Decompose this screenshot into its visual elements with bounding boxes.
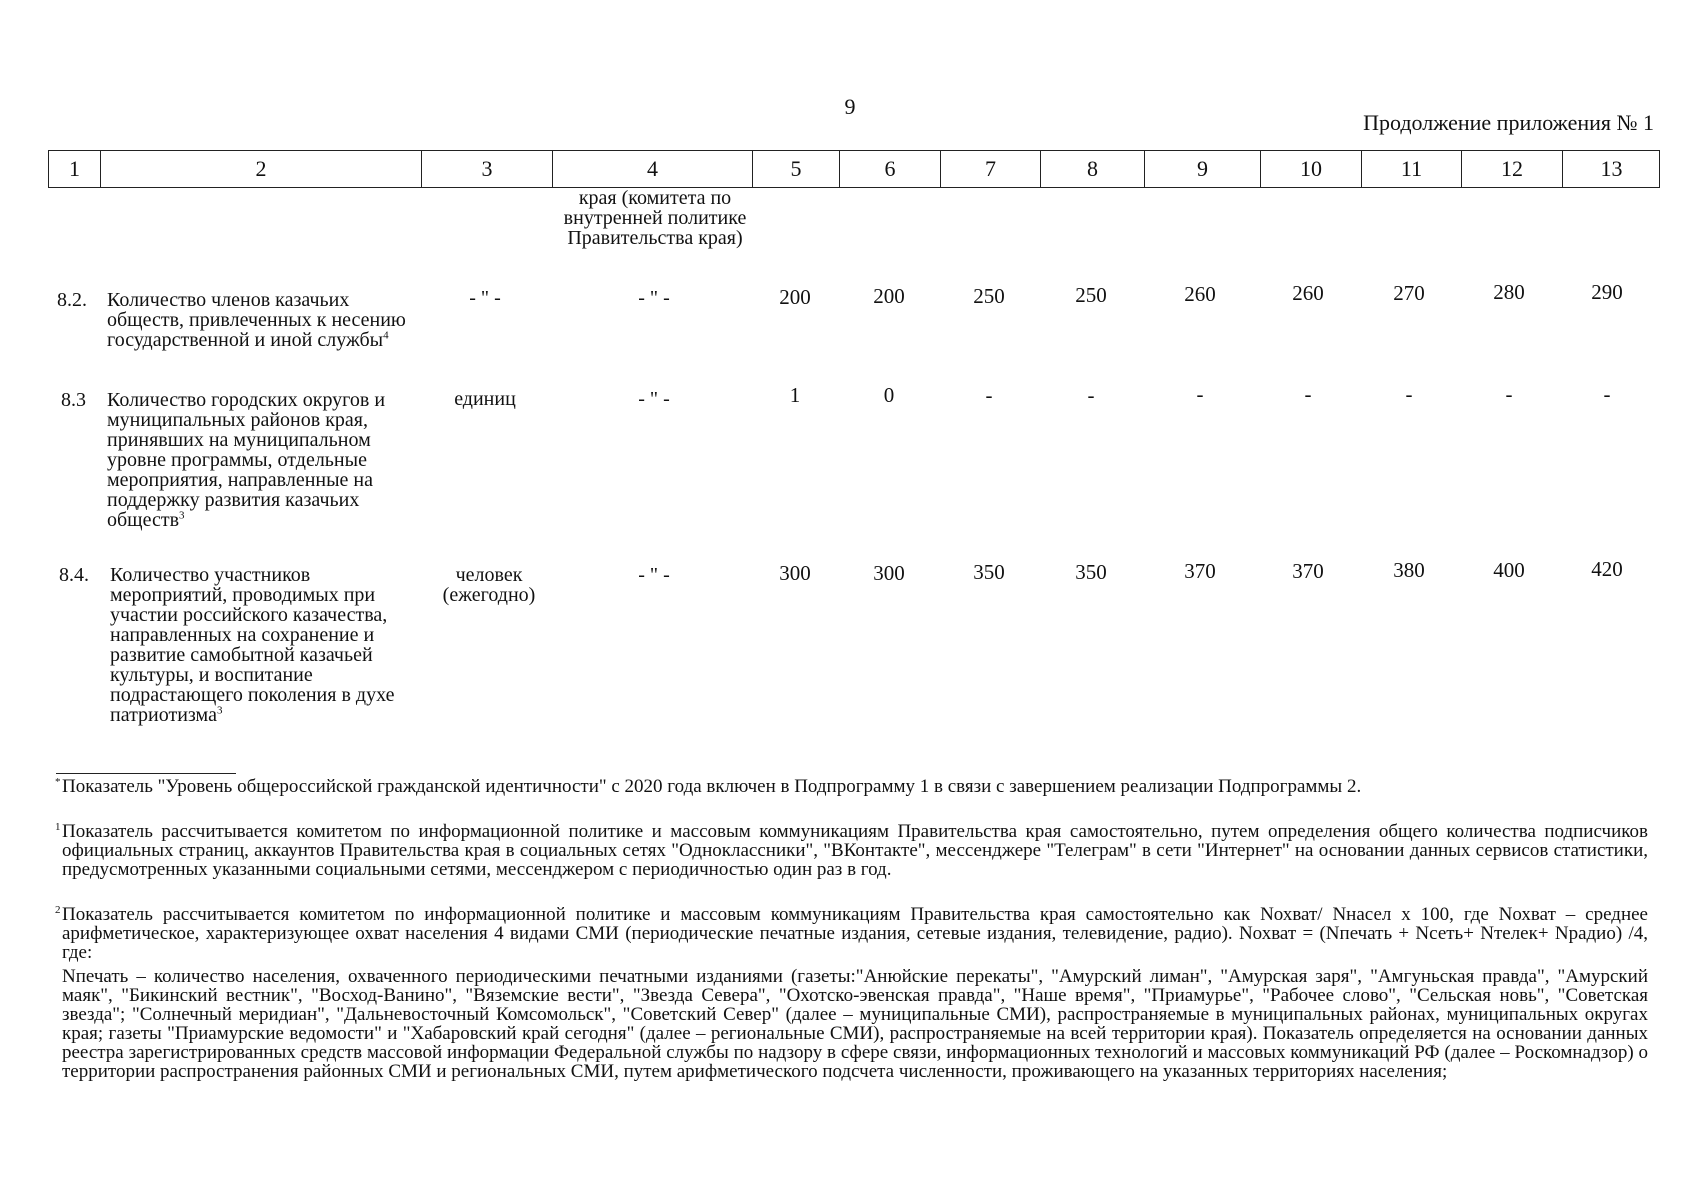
value-cell: 200: [873, 284, 905, 308]
value-cell: 400: [1493, 558, 1525, 582]
value-cell: 350: [1075, 560, 1107, 584]
value-cell: -: [1087, 383, 1095, 407]
unit: - " -: [469, 287, 501, 309]
responsible: - " -: [638, 564, 670, 586]
footnote: [55, 776, 1648, 797]
value-cell: 250: [973, 284, 1005, 308]
footnote: [55, 904, 1648, 963]
value-cell: -: [1196, 382, 1204, 406]
column-number: 4: [553, 151, 753, 187]
unit: человек (ежегодно): [442, 564, 536, 606]
footnote-mark: *: [55, 776, 61, 788]
row-number: 8.4.: [59, 564, 89, 586]
value-cell: 250: [1075, 283, 1107, 307]
value-cell: 200: [779, 285, 811, 309]
indicator-name: Количество городских округов и муниципальных районов края, принявших на муниципальном уровне программы, отдельные мероприятия, направленные на поддержку развития казачьих обществ$^3$: [107, 389, 386, 531]
value-cell: 370: [1184, 559, 1216, 583]
value-cell: -: [1505, 382, 1513, 406]
value-cell: 260: [1184, 282, 1216, 306]
indicator-name: Количество членов казачьих обществ, привлеченных к несению государственной и иной службы$^4$: [107, 289, 406, 351]
footnote-text: Показатель "Уровень общероссийской гражданской идентичности" с 2020 года включен в Подпрограмму 1 в связи с завершением реализации Подпрограммы 2.: [62, 776, 1362, 797]
value-cell: -: [985, 383, 993, 407]
value-cell: 290: [1591, 280, 1623, 304]
column-number: 10: [1261, 151, 1362, 187]
footnote-mark: 1: [55, 821, 61, 833]
footnote: [62, 967, 1648, 1081]
value-cell: 300: [779, 561, 811, 585]
value-cell: 1: [789, 383, 801, 407]
column-number: 1: [49, 151, 101, 187]
value-cell: -: [1304, 382, 1312, 406]
indicator-name: Количество участников мероприятий, проводимых при участии российского казачества, направленных на сохранение и развитие самобытной казачьей культуры, и воспитание подрастающего поколения в духе патриотизма$^3$: [110, 564, 395, 726]
value-cell: 380: [1393, 558, 1425, 582]
column-number: 8: [1041, 151, 1145, 187]
value-cell: 300: [873, 561, 905, 585]
column-header-row: [48, 150, 1660, 188]
row-number: 8.3: [61, 389, 86, 411]
value-cell: 350: [973, 560, 1005, 584]
value-cell: 280: [1493, 280, 1525, 304]
value-cell: 420: [1591, 557, 1623, 581]
column-number: 13: [1600, 156, 1623, 181]
value-cell: 260: [1292, 281, 1324, 305]
carry-over-responsible: края (комитета по внутренней политике Правительства края): [563, 187, 747, 249]
value-cell: 0: [883, 383, 895, 407]
responsible: - " -: [638, 388, 670, 410]
footnote-divider: [56, 773, 236, 774]
value-cell: 370: [1292, 559, 1324, 583]
footnote: [55, 821, 1648, 880]
footnote-mark: 2: [55, 904, 61, 916]
footnote-text: Nпечать – количество населения, охваченного периодическими печатными изданиями (газеты:"Анюйские перекаты", "Амурский лиман", "Амурская заря", "Амгуньская правда", "Амурский маяк", "Бикинский вестник", "Восход-Ванино", "Вяземские вести", "Звезда Севера", "Охотско-эвенская правда", "Наше время", "Приамурье", "Рабочее слово", "Сельская новь", "Советская звезда"; "Солнечный меридиан", "Дальневосточный Комсомольск", "Советский Север" (далее – муниципальные СМИ), распространяемые в муниципальных районах, муниципальных округах края; газеты "Приамурские ведомости" и "Хабаровский край сегодня" (далее – региональные СМИ), распространяемые на всей территории края). Показатель определяется на основании данных реестра зарегистрированных средств массовой информации Федеральной службы по надзору в сфере связи, информационных технологий и массовых коммуникаций РФ (далее – Роскомнадзор) о территории распространения районных СМИ и региональных СМИ, путем арифметического подсчета численности, проживающего на указанных территориях населения;: [62, 966, 1648, 1082]
continuation-label: Продолжение приложения № 1: [1363, 110, 1654, 135]
value-cell: -: [1405, 382, 1413, 406]
column-number: 2: [101, 151, 422, 187]
column-number: 11: [1362, 151, 1462, 187]
column-number: 3: [422, 151, 553, 187]
value-cell: -: [1603, 382, 1611, 406]
footnote-text: Показатель рассчитывается комитетом по информационной политике и массовым коммуникациям Правительства края самостоятельно, путем определения общего количества подписчиков официальных страниц, аккаунтов Правительства края в социальных сетях "Одноклассники", "ВКонтакте", мессенджере "Телеграм" в сети "Интернет" на основании данных сервисов статистики, предусмотренных указанными социальными сетями, мессенджером с периодичностью один раз в год.: [62, 821, 1648, 880]
row-number: 8.2.: [57, 289, 87, 311]
column-number: 9: [1145, 151, 1261, 187]
column-number: 12: [1462, 151, 1563, 187]
responsible: - " -: [638, 287, 670, 309]
column-number: 5: [753, 151, 840, 187]
value-cell: 270: [1393, 281, 1425, 305]
page-number: 9: [844, 94, 856, 119]
column-number: 7: [941, 151, 1041, 187]
column-number: 6: [840, 151, 941, 187]
unit: единиц: [454, 388, 516, 410]
footnote-text: Показатель рассчитывается комитетом по информационной политике и массовым коммуникациям Правительства края самостоятельно как Nохват/ Nнасел x 100, где Nохват – среднее арифметическое, характеризующее охват населения 4 видами СМИ (периодические печатные издания, сетевые издания, телевидение, радио). Nохват = (Nпечать + Nсеть+ Nтелек+ Nрадио) /4, где:: [62, 904, 1648, 963]
